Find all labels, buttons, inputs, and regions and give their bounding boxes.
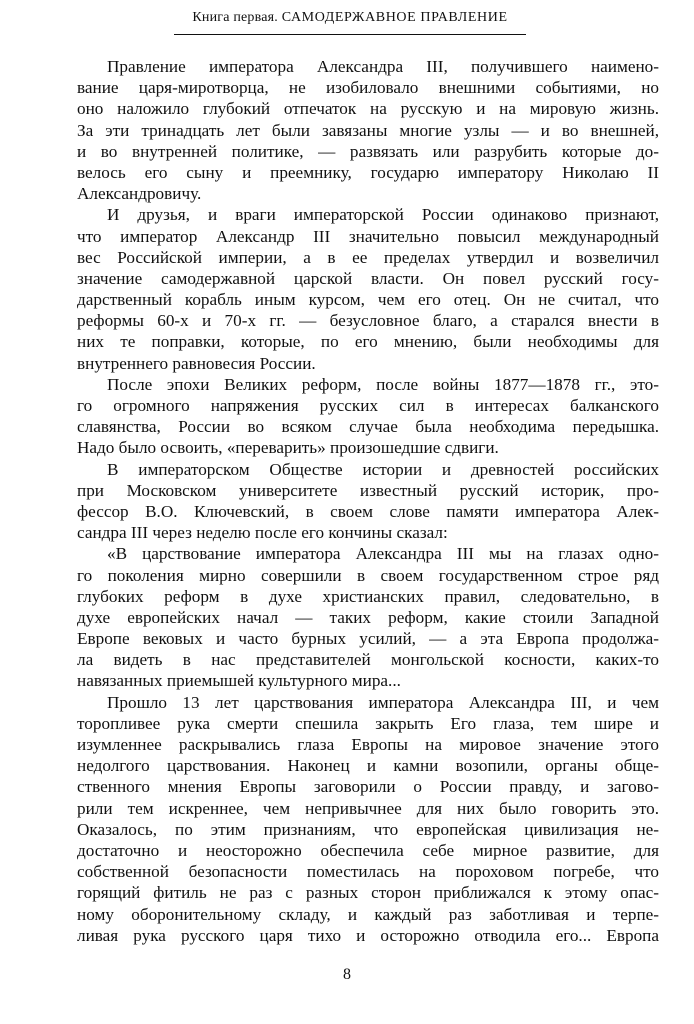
paragraph	[77, 56, 659, 204]
paragraph	[77, 374, 659, 459]
text-line: После эпохи Великих реформ, после войны 1877—1878 гг., это-	[107, 374, 659, 394]
text-line: внутреннего равновесия России.	[77, 353, 316, 373]
paragraph	[77, 459, 659, 544]
paragraph	[77, 692, 659, 946]
text-line: духе европейских начал — таких реформ, какие стоили Западной	[77, 607, 659, 627]
text-line: Правление императора Александра III, получившего наимено-	[107, 57, 659, 76]
text-line: славянства, России во всяком случае была необходима передышка.	[77, 417, 659, 437]
text-line: при Московском университете известный русский историк, про-	[77, 480, 659, 500]
text-line: Оказалось, по этим признаниям, что европейская цивилизация не-	[77, 819, 659, 839]
text-line: Александровичу.	[77, 184, 202, 204]
text-line: ла видеть в нас представителей монгольской косности, каких-то	[77, 650, 659, 670]
text-line: оно наложило глубокий отпечаток на русскую и на мировую жизнь.	[77, 99, 659, 119]
text-line: ному оборонительному складу, и каждый раз заботливая и терпе-	[77, 904, 659, 924]
text-line: Надо было освоить, «переварить» произошедшие сдвиги.	[77, 438, 499, 458]
text-line: Прошло 13 лет царствования императора Александра III, и чем	[107, 692, 659, 712]
text-line: достаточно и неосторожно обеспечила себе мирное развитие, для	[77, 840, 659, 860]
text-line: В императорском Обществе истории и древностей российских	[107, 459, 659, 479]
running-head	[170, 10, 530, 26]
text-line: «В царствование императора Александра III мы на глазах одно-	[107, 544, 659, 564]
running-head-book: Книга первая.	[192, 10, 279, 25]
text-line: И друзья, и враги императорской России одинаково признают,	[107, 205, 659, 225]
text-line: Европе вековых и часто бурных усилий, — а эта Европа продолжа-	[77, 629, 659, 649]
text-line: ливая рука русского царя тихо и осторожно отводила его... Европа	[77, 925, 659, 945]
text-line: что император Александр III значительно повысил международный	[77, 226, 659, 246]
text-line: них те поправки, которые, по его мнению, были необходимы для	[77, 332, 659, 352]
running-head-section: САМОДЕРЖАВНОЕ ПРАВЛЕНИЕ	[281, 10, 508, 25]
text-line: торопливее рука смерти спешила закрыть Его глаза, тем шире и	[77, 713, 659, 733]
text-line: ственного мнения Европы заговорили о России правду, и загово-	[77, 777, 659, 797]
text-line: горящий фитиль не раз с разных сторон приближался к этому опас-	[77, 883, 659, 903]
paragraph	[77, 543, 659, 691]
text-line: го огромного напряжения русских сил в интересах балканского	[77, 396, 659, 415]
text-line: рили тем искреннее, чем непривычнее для них было говорить это.	[77, 798, 659, 818]
text-line: го поколения мирно совершили в своем государственном строе ряд	[77, 565, 659, 585]
text-line: дарственный корабль иным курсом, чем его отец. Он не считал, что	[77, 290, 659, 310]
header-rule	[174, 34, 526, 35]
body-text	[77, 56, 659, 946]
text-line: изумленнее раскрывались глаза Европы на мировое значение этого	[77, 735, 659, 754]
text-line: вес Российской империи, а в ее пределах утвердил и возвеличил	[77, 247, 659, 267]
text-line: фессор В.О. Ключевский, в своем слове памяти императора Алек-	[77, 501, 659, 521]
text-line: реформы 60-х и 70-х гг. — безусловное благо, а старался внести в	[77, 311, 659, 331]
text-line: значение самодержавной царской власти. Он повел русский госу-	[77, 268, 659, 288]
text-line: недолгого царствования. Наконец и камни возопили, органы обще-	[77, 756, 659, 776]
text-line: велось его сыну и преемнику, государю императору Николаю II	[77, 162, 659, 182]
paragraph	[77, 204, 659, 374]
text-line: За эти тринадцать лет были завязаны многие узлы — и во внешней,	[77, 120, 659, 140]
text-line: навязанных приемышей культурного мира...	[77, 671, 401, 691]
text-line: вание царя-миротворца, не изобиловало внешними событиями, но	[77, 78, 659, 98]
text-line: глубоких реформ в духе христианских правил, следовательно, в	[77, 586, 659, 606]
text-line: сандра III через неделю после его кончины сказал:	[77, 523, 448, 543]
page-number: 8	[343, 966, 351, 983]
text-line: и во внутренней политике, — развязать или разрубить которые до-	[77, 141, 659, 161]
text-line: собственной безопасности поместилась на пороховом погребе, что	[77, 862, 659, 882]
